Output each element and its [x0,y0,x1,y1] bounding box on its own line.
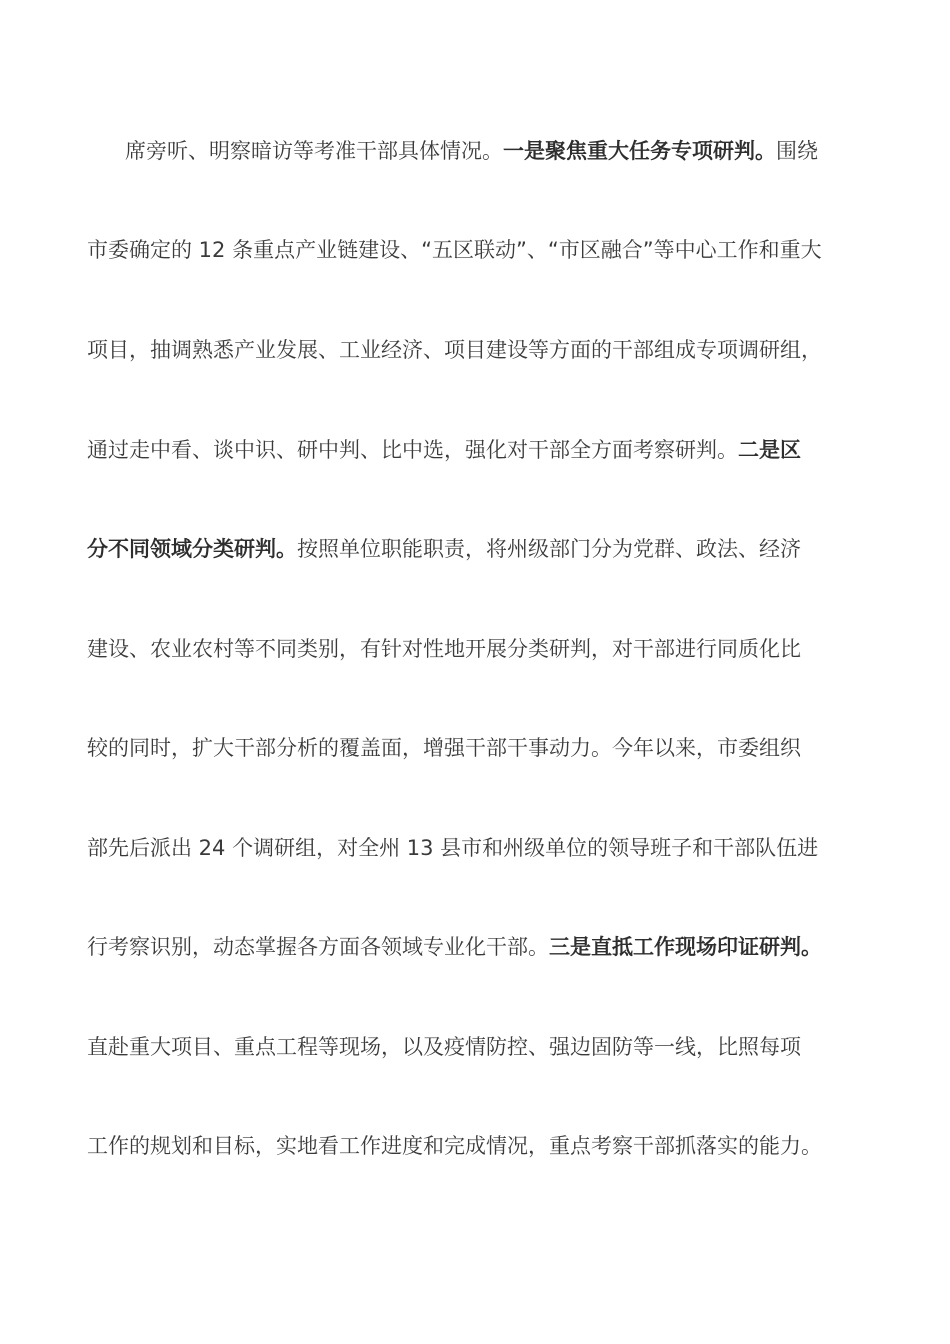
text-run: 部先后派出 24 个调研组，对全州 13 县市和州级单位的领导班子和干部队伍进 [87,836,819,860]
paragraph-line [87,629,887,669]
paragraph-line [87,1126,887,1166]
text-run: 围绕 [776,139,818,163]
paragraph-line [87,1027,887,1067]
heading-run: 二是区 [738,438,801,462]
paragraph-line [87,430,887,470]
text-run: 直赴重大项目、重点工程等现场，以及疫情防控、强边固防等一线，比照每项 [87,1035,801,1059]
paragraph-line [87,828,887,868]
text-run: 项目，抽调熟悉产业发展、工业经济、项目建设等方面的干部组成专项调研组， [87,338,822,362]
heading-run: 三是直抵工作现场印证研判。 [549,935,822,959]
paragraph-line [125,131,925,171]
paragraph-line [87,728,887,768]
text-run: 建设、农业农村等不同类别，有针对性地开展分类研判，对干部进行同质化比 [87,637,801,661]
text-run: 工作的规划和目标，实地看工作进度和完成情况，重点考察干部抓落实的能力。 [87,1134,822,1158]
paragraph-line [87,927,887,967]
text-run: 较的同时，扩大干部分析的覆盖面，增强干部干事动力。今年以来，市委组织 [87,736,801,760]
text-run: 席旁听、明察暗访等考准干部具体情况。 [125,139,503,163]
paragraph-line [87,230,887,270]
heading-run: 一是聚焦重大任务专项研判。 [503,139,776,163]
text-run: 按照单位职能职责，将州级部门分为党群、政法、经济 [297,537,801,561]
text-run: 通过走中看、谈中识、研中判、比中选，强化对干部全方面考察研判。 [87,438,738,462]
heading-run: 分不同领域分类研判。 [87,537,297,561]
paragraph-line [87,330,887,370]
text-run: 行考察识别，动态掌握各方面各领域专业化干部。 [87,935,549,959]
paragraph-line [87,529,887,569]
text-run: 市委确定的 12 条重点产业链建设、“五区联动”、“市区融合”等中心工作和重大 [87,238,822,262]
